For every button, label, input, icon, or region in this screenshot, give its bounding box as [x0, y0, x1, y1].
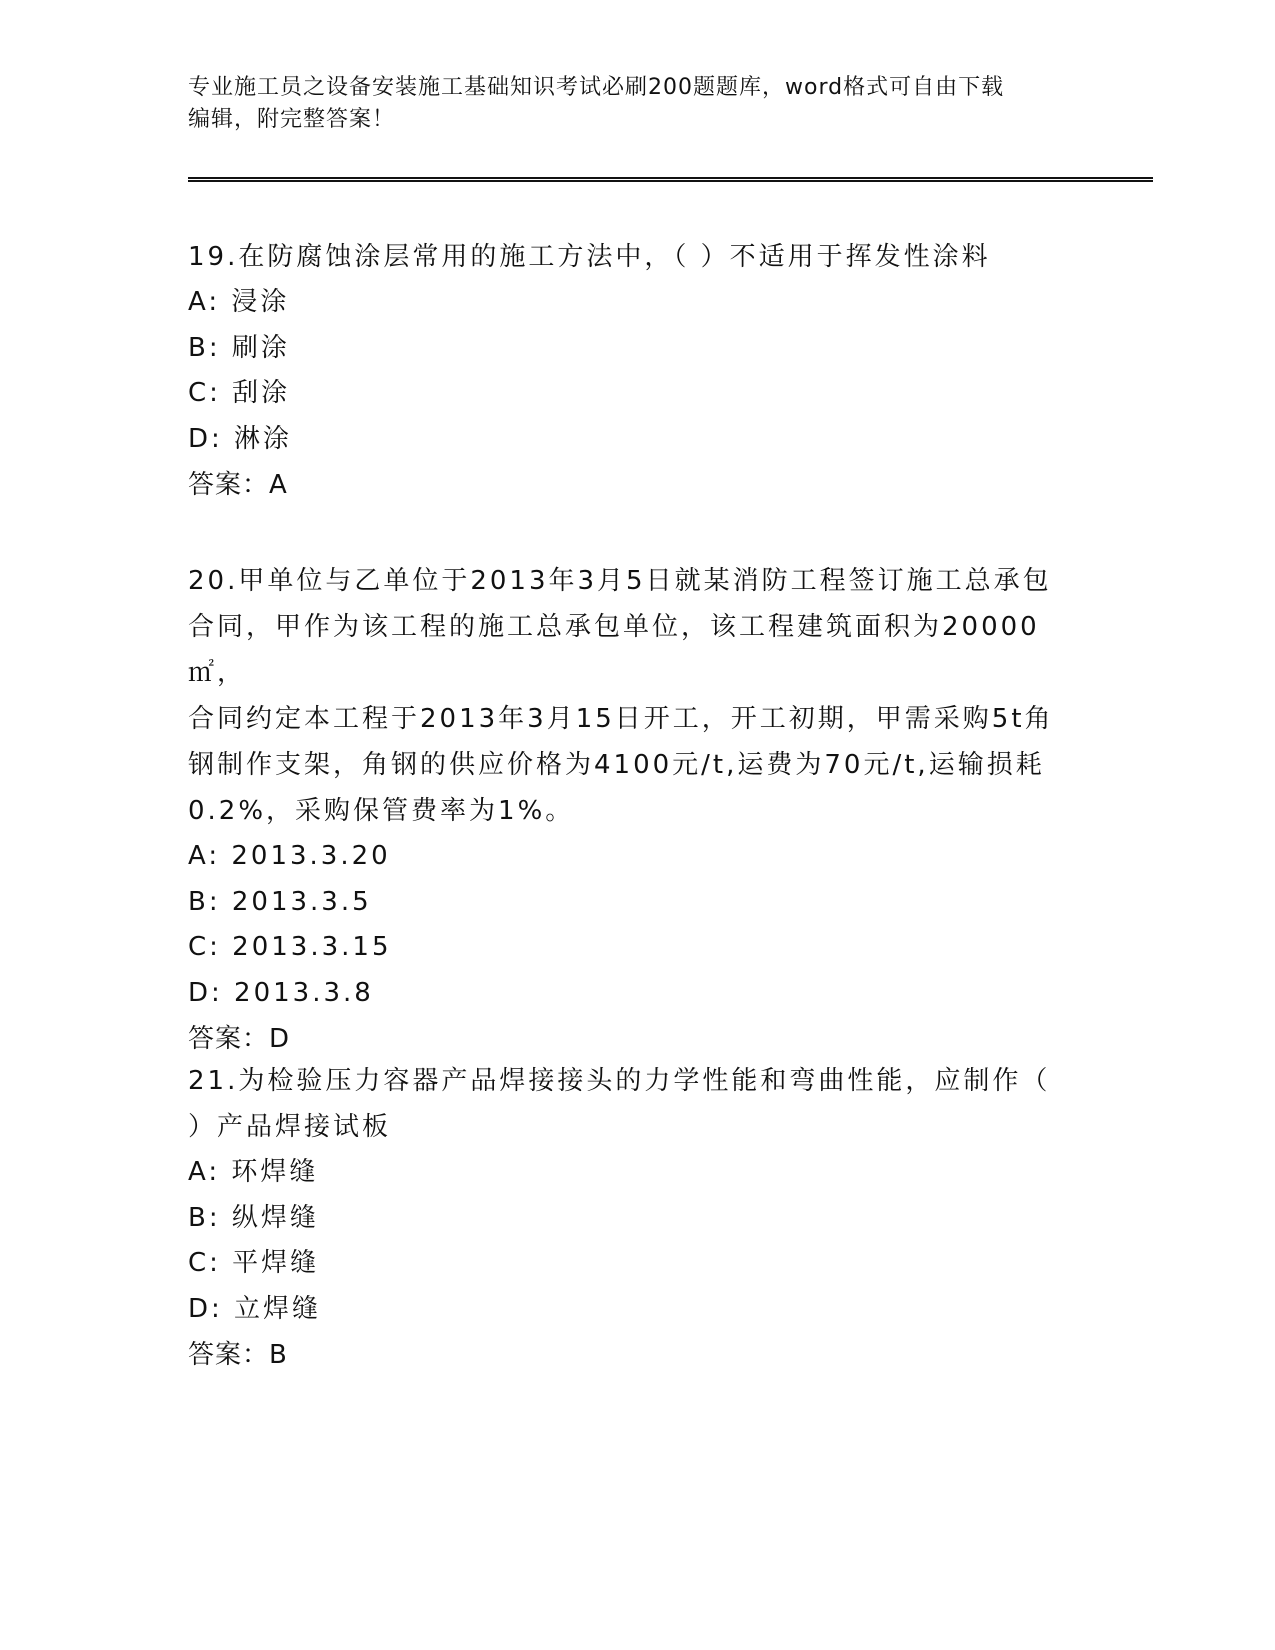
document-header [188, 72, 1068, 136]
question-stem: 19.在防腐蚀涂层常用的施工方法中，（ ）不适用于挥发性涂料 [188, 242, 991, 272]
question-stem-line-2: 合同，甲作为该工程的施工总承包单位，该工程建筑面积为20000㎡， [188, 612, 1040, 688]
option-a: A: 环焊缝 [188, 1157, 319, 1187]
question-stem-line-1: 20.甲单位与乙单位于2013年3月5日就某消防工程签订施工总承包 [188, 566, 1052, 596]
header-line-2: 编辑，附完整答案！ [188, 107, 396, 132]
option-b: B: 2013.3.5 [188, 886, 372, 917]
question-stem-line-1: 21.为检验压力容器产品焊接接头的力学性能和弯曲性能，应制作（ [188, 1066, 1051, 1096]
option-a: A: 2013.3.20 [188, 841, 391, 871]
option-d: D: 立焊缝 [188, 1293, 322, 1324]
option-c: C: 2013.3.15 [188, 932, 392, 962]
question-21 [188, 1058, 1088, 1378]
question-stem-line-2: ）产品焊接试板 [188, 1112, 392, 1142]
option-d: D: 淋涂 [188, 423, 293, 454]
answer: 答案：D [188, 1024, 291, 1054]
answer: 答案：A [188, 470, 288, 500]
option-b: B: 纵焊缝 [188, 1202, 319, 1233]
answer: 答案：B [188, 1340, 288, 1370]
question-stem-line-3: 合同约定本工程于2013年3月15日开工，开工初期，甲需采购5t角 [188, 704, 1054, 734]
question-stem-line-4: 钢制作支架，角钢的供应价格为4100元/t,运费为70元/t,运输损耗 [188, 750, 1045, 780]
option-c: C: 刮涂 [188, 378, 291, 408]
question-stem-line-5: 0.2%，采购保管费率为1%。 [188, 796, 575, 826]
option-a: A: 浸涂 [188, 287, 290, 317]
question-19 [188, 234, 1088, 508]
question-20 [188, 558, 1088, 1062]
header-line-1: 专业施工员之设备安装施工基础知识考试必刷200题题库，word格式可自由下载 [188, 75, 1005, 100]
header-divider [188, 177, 1153, 182]
option-d: D: 2013.3.8 [188, 977, 374, 1008]
option-c: C: 平焊缝 [188, 1248, 320, 1278]
option-b: B: 刷涂 [188, 332, 290, 363]
